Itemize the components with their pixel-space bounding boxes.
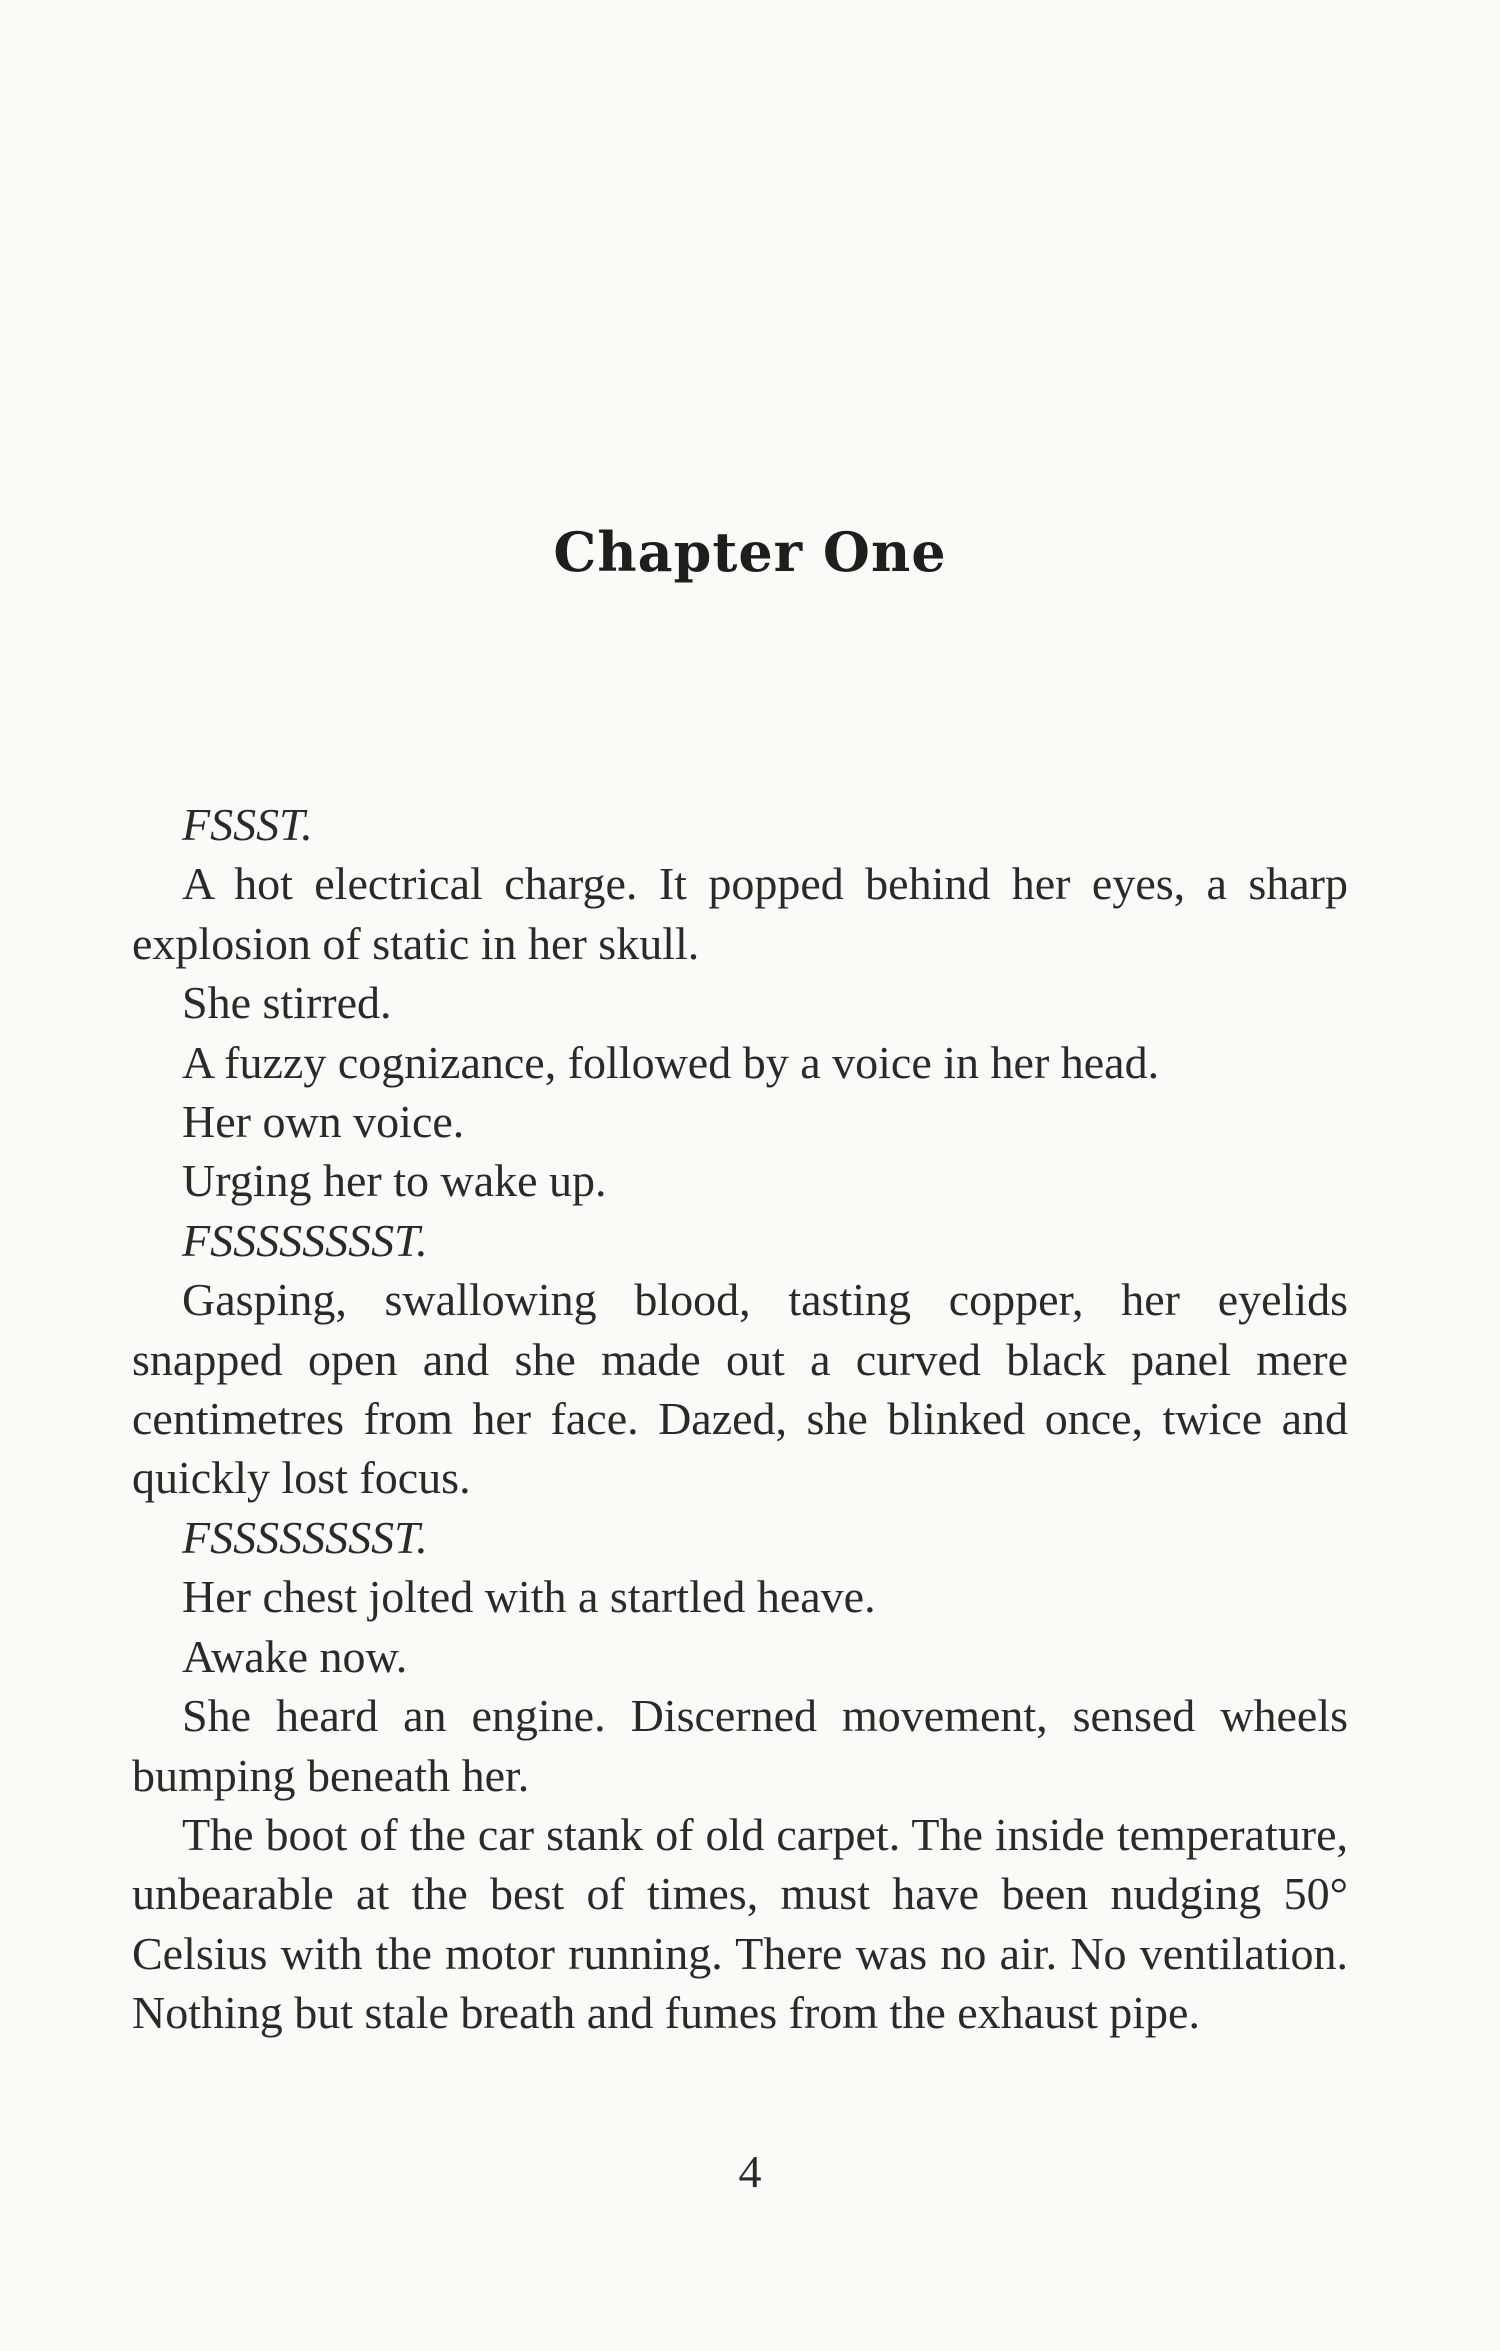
paragraph: Her own voice. xyxy=(182,1096,465,1148)
paragraph: Awake now. xyxy=(182,1630,408,1682)
paragraph: She stirred. xyxy=(182,977,392,1029)
paragraph: A hot electrical charge. It popped behind her eyes, a sharp explosion of static in her skull. xyxy=(132,858,1348,969)
paragraph: Her chest jolted with a startled heave. xyxy=(182,1571,876,1623)
chapter-body xyxy=(132,795,1348,2043)
paragraph: She heard an engine. Discerned movement, sensed wheels bumping beneath her. xyxy=(132,1690,1348,1801)
paragraph-sound-effect: FSSSSSSSST. xyxy=(182,1511,428,1563)
paragraph: A fuzzy cognizance, followed by a voice in her head. xyxy=(182,1036,1160,1088)
paragraph: The boot of the car stank of old carpet. The inside temperature, unbearable at the best of times, must have been nudging 50° Celsius with the motor running. There was no air. No ventilation. Nothing but stale breath and fumes from the exhaust pipe. xyxy=(132,1808,1348,2039)
paragraph-sound-effect: FSSST. xyxy=(182,799,313,850)
paragraph: Urging her to wake up. xyxy=(182,1155,607,1207)
chapter-title: Chapter One xyxy=(553,520,947,584)
paragraph: Gasping, swallowing blood, tasting copper, her eyelids snapped open and she made out a curved black panel mere centimetres from her face. Dazed, she blinked once, twice and quickly lost focus. xyxy=(132,1274,1348,1504)
page-number: 4 xyxy=(738,2146,762,2197)
paragraph-sound-effect: FSSSSSSSST. xyxy=(182,1214,428,1266)
